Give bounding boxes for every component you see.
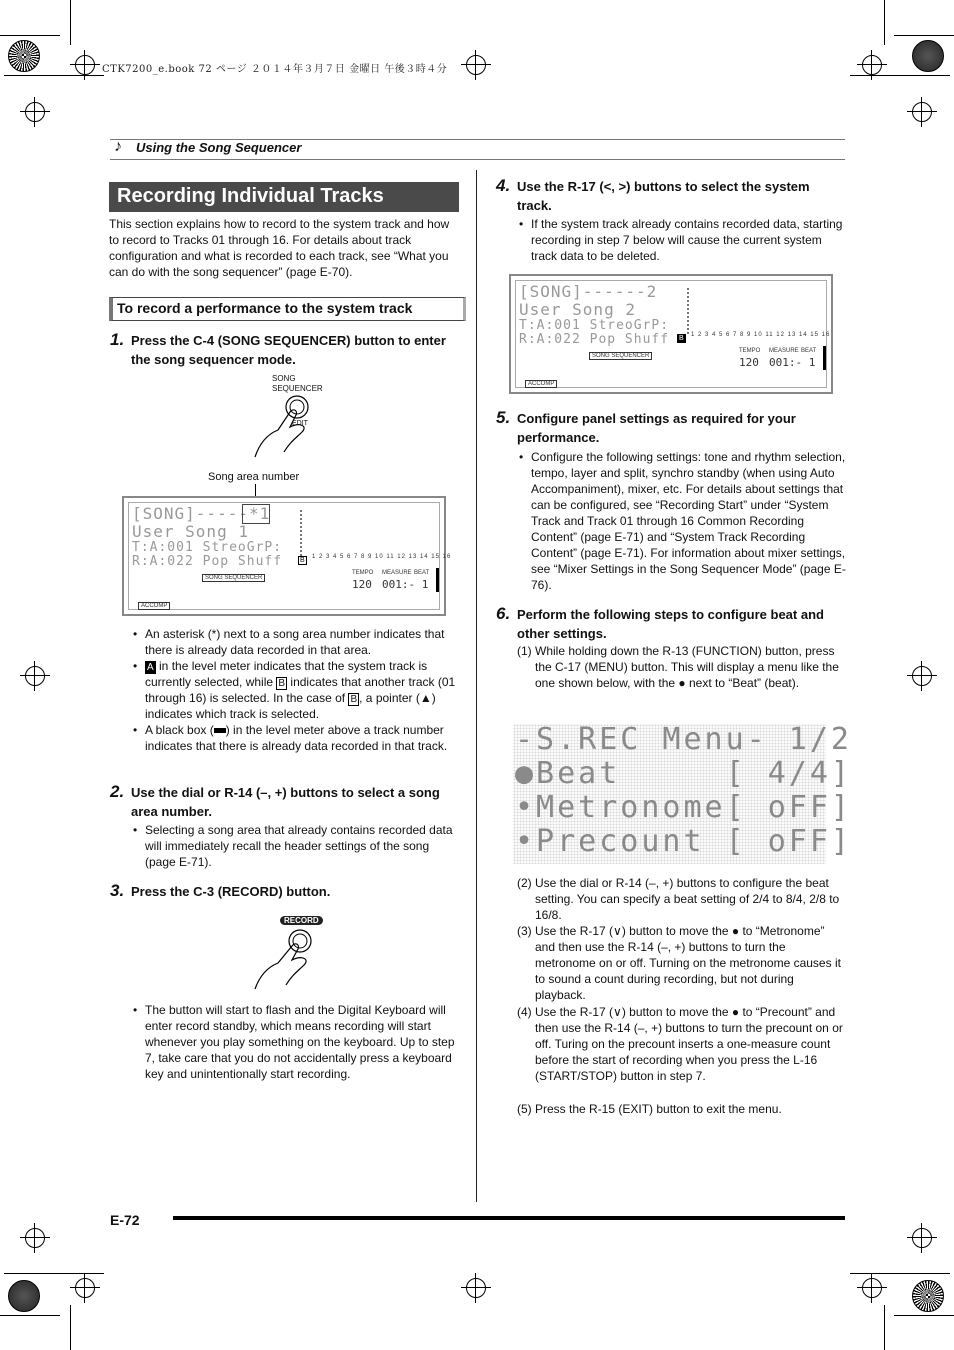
tempo-value: 120 (739, 356, 759, 369)
crop-mark (894, 1315, 954, 1316)
measure-beat-value: 001:- 1 (382, 578, 429, 591)
measure-beat-value: 001:- 1 (769, 356, 816, 369)
glyph-b-icon: B (350, 694, 358, 705)
page-title-box (109, 182, 459, 212)
lcd-line4: R:A:022 Pop Shuff (132, 554, 283, 569)
step1-number: 1. (110, 330, 125, 349)
step2-text: Use the dial or R-14 (–, +) buttons to select a song area number. (131, 785, 440, 819)
step2-bullet: • Selecting a song area that already contains recorded data will immediately recall the header settings of the song (page E-71). (133, 823, 453, 869)
menu-line4: •Precount [ oFF] (515, 824, 852, 859)
lcd-line3: T:A:001 StreoGrP: (519, 318, 670, 333)
mode-indicator: SONG SEQUENCER (202, 574, 265, 582)
crosshair-icon (25, 666, 45, 686)
crop-mark (0, 35, 60, 36)
step5-text: Configure panel settings as required for your performance. (517, 411, 796, 445)
menu-dot-matrix-display (513, 722, 852, 864)
step3-text: Press the C-3 (RECORD) button. (131, 884, 331, 899)
step1-bullets (133, 626, 458, 754)
step3-bullet: • The button will start to flash and the Digital Keyboard will enter record standby, which means recording will start whenever you play something on the keyboard. Up to step 7, take care that you do not accidentally press a keyboard key and unintentionally start recording. (133, 1003, 455, 1081)
track-marker-b: B (300, 557, 305, 564)
crosshair-icon (25, 102, 45, 122)
lcd-line1: [SONG]------2 (519, 282, 658, 301)
registration-target-icon (8, 40, 40, 72)
track-numbers: 1 2 3 4 5 6 7 8 9 10 11 12 13 14 15 16 (691, 332, 831, 338)
step4-number: 4. (496, 176, 511, 195)
accomp-indicator: ACCOMP (138, 602, 170, 610)
measure-label: MEASURE (382, 570, 412, 576)
column-divider (476, 170, 477, 1202)
registration-target-icon (912, 40, 944, 72)
song-label: SONG (272, 374, 296, 383)
crop-mark (70, 0, 71, 45)
step4-bullet: • If the system track already contains recorded data, starting recording in step 7 below will cause the current system track data to be deleted. (519, 217, 843, 263)
crosshair-icon (912, 1228, 932, 1248)
lcd-line3: T:A:001 StreoGrP: (132, 540, 283, 555)
step6-text: Perform the following steps to configure beat and other settings. (517, 607, 824, 641)
step3-number: 3. (110, 881, 125, 900)
menu-line3: •Metronome[ oFF] (515, 790, 852, 825)
lcd-line2: User Song 2 (519, 300, 636, 319)
substep-4: (4) Use the R-17 (∨) button to move the ● to “Precount” and then use the R-14 (–, +) buttons to turn the precount on or off. Turing on the precount inserts a one-measure count before the start of recording when you press the L-16 (START/STOP) button in step 7. (517, 1005, 843, 1083)
crosshair-icon (466, 1278, 486, 1298)
record-button-illustration (250, 915, 340, 991)
measure-label: MEASURE (769, 348, 799, 354)
intro-paragraph: This section explains how to record to the system track and how to record to Tracks 01 through 16. For details about track configuration and what is recorded to each track, see “What you can do with the song sequencer” (page E-70). (109, 217, 450, 279)
crop-mark (70, 1305, 71, 1350)
print-header: CTK7200_e.book 72 ページ ２０１４年３月７日 金曜日 午後３時４分 (102, 64, 448, 75)
sequencer-label: SEQUENCER (272, 384, 323, 393)
menu-line2: ●Beat [ 4/4] (515, 756, 852, 791)
tempo-label: TEMPO (352, 570, 374, 576)
song-sequencer-button-illustration (250, 374, 340, 462)
crosshair-icon (466, 55, 486, 75)
crosshair-icon (862, 55, 882, 75)
tempo-label: TEMPO (739, 348, 761, 354)
beat-label: BEAT (801, 348, 817, 354)
step1-text: Press the C-4 (SONG SEQUENCER) button to enter the song sequencer mode. (131, 333, 446, 367)
crop-mark (850, 75, 950, 76)
lcd-display-song1 (122, 496, 452, 616)
step2-number: 2. (110, 782, 125, 801)
mode-indicator: SONG SEQUENCER (589, 352, 652, 360)
crosshair-icon (912, 666, 932, 686)
music-note-icon: ♪ (114, 138, 122, 155)
footer-rule (173, 1216, 845, 1220)
bullet-item: • A black box ( ) in the level meter above a track number indicates that there is already data recorded in that track. (133, 723, 448, 753)
registration-target-icon (8, 1280, 40, 1312)
edit-label: EDIT (292, 420, 308, 427)
crosshair-icon (75, 55, 95, 75)
hand-press-icon (250, 927, 340, 991)
edge-bar (436, 568, 439, 592)
step4-text: Use the R-17 (<, >) buttons to select the system track. (517, 179, 810, 213)
crop-mark (884, 1305, 885, 1350)
crop-mark (850, 1273, 950, 1274)
crosshair-icon (75, 1278, 95, 1298)
black-box-icon (214, 728, 226, 733)
beat-label: BEAT (414, 570, 430, 576)
substep-5: (5) Press the R-15 (EXIT) button to exit the menu. (517, 1102, 782, 1116)
crop-mark (0, 1315, 60, 1316)
registration-target-icon (912, 1280, 944, 1312)
glyph-b-icon: B (278, 678, 286, 689)
tempo-value: 120 (352, 578, 372, 591)
track-numbers: 1 2 3 4 5 6 7 8 9 10 11 12 13 14 15 16 (312, 554, 452, 560)
crosshair-icon (25, 1228, 45, 1248)
record-label: RECORD (280, 916, 323, 925)
crop-mark (894, 35, 954, 36)
menu-line1: -S.REC Menu- 1/2 (515, 722, 852, 757)
page-number: E-72 (110, 1212, 140, 1228)
bullet-item: • A in the level meter indicates that the system track is currently selected, while B indicates that another track (01 through 16) is selected. In the case of B , a pointer (▲) indicates which track is selected. (133, 659, 456, 721)
crop-mark (4, 1273, 104, 1274)
crosshair-icon (862, 1278, 882, 1298)
bullet-item: • An asterisk (*) next to a song area number indicates that there is already data recorded in that area. (133, 627, 445, 657)
track-marker-a: B (679, 335, 684, 342)
lcd-line4: R:A:022 Pop Shuff (519, 332, 670, 347)
lcd-display-song2 (509, 274, 833, 394)
substep-1: (1) While holding down the R-13 (FUNCTION) button, press the C-17 (MENU) button. This will display a menu like the one shown below, with the ● next to “Beat” (beat). (517, 644, 839, 690)
subheading-box (109, 297, 466, 321)
page-title: Recording Individual Tracks (117, 185, 384, 207)
substep-3: (3) Use the R-17 (∨) button to move the ● to “Metronome” and then use the R-14 (–, +) buttons to turn the metronome on or off. Turning on the metronome causes it to sound a count during recording, but not during playback. (517, 924, 841, 1002)
step5-number: 5. (496, 408, 511, 427)
crop-mark (4, 75, 104, 76)
song-area-highlight (242, 504, 270, 524)
song-area-caption: Song area number (208, 471, 300, 483)
accomp-indicator: ACCOMP (525, 380, 557, 388)
glyph-a-icon: A (147, 662, 154, 673)
subheading: To record a performance to the system track (117, 300, 413, 316)
step5-bullet: • Configure the following settings: tone and rhythm selection, tempo, layer and split, synchro standby (when using Auto Accompaniment), mixer, etc. For details about settings that can be configured, see “Recording Start” under “System Track and Track 01 through 16 Common Recording Content” (page E-71) and “System Track Recording Content” (page E-71). For information about mixer settings, see “Mixer Settings in the Song Sequencer Mode” (page E-76). (519, 450, 846, 592)
substep-2: (2) Use the dial or R-14 (–, +) buttons to configure the beat setting. You can specify a beat setting of 2/4 to 8/4, 2/8 to 16/8. (517, 876, 840, 922)
lcd-line1: [SONG]-----*1 (132, 504, 271, 523)
edge-bar (823, 346, 826, 370)
crop-mark (884, 0, 885, 45)
lcd-line2: User Song 1 (132, 522, 249, 541)
section-title: Using the Song Sequencer (136, 140, 302, 155)
crosshair-icon (912, 102, 932, 122)
step6-number: 6. (496, 604, 511, 623)
section-header (110, 139, 845, 159)
level-meter (300, 510, 304, 556)
level-meter (687, 288, 691, 334)
